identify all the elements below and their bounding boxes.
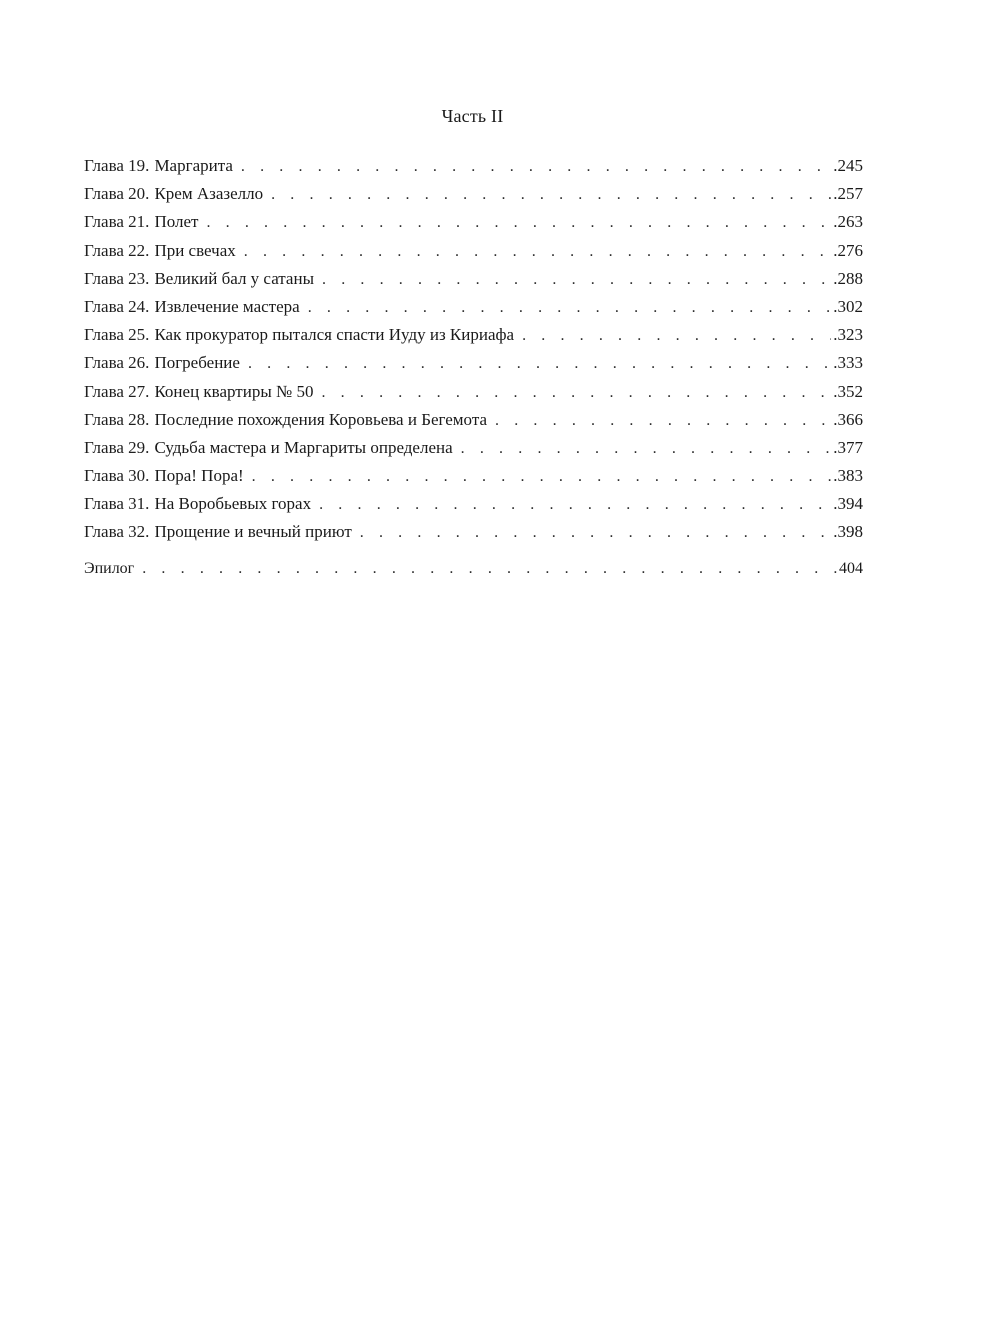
chapter-number: Глава 25. — [84, 325, 150, 345]
toc-entry — [84, 522, 863, 550]
toc-entry — [84, 466, 863, 494]
chapter-number: Глава 19. — [84, 156, 150, 175]
dot-leader — [321, 384, 831, 402]
page-number: .377 — [833, 437, 863, 457]
dot-leader — [244, 243, 831, 261]
part-title: Часть II — [441, 106, 504, 126]
toc-entry — [84, 241, 863, 269]
page-number: .288 — [833, 268, 863, 288]
chapter-number: Глава 23. — [84, 268, 150, 288]
page-number: .333 — [833, 353, 863, 373]
chapter-number: Глава 24. — [84, 296, 150, 316]
chapter-title: При свечах — [154, 240, 236, 260]
page-number: .276 — [833, 240, 863, 260]
dot-leader — [142, 560, 837, 578]
chapter-title: Конец квартиры № 50 — [154, 381, 314, 401]
chapter-title: Пора! Пора! — [154, 466, 244, 486]
chapter-number: Глава 32. — [84, 522, 150, 542]
toc-entry — [84, 325, 863, 353]
chapter-title: Крем Азазелло — [154, 184, 264, 204]
dot-leader — [241, 158, 831, 176]
dot-leader — [271, 186, 831, 204]
page-number: .383 — [833, 466, 863, 486]
dot-leader — [322, 271, 831, 289]
toc-entry — [84, 382, 863, 410]
toc-entry — [84, 438, 863, 466]
chapter-number: Глава 21. — [84, 212, 150, 232]
page-number: 404 — [839, 559, 863, 577]
chapter-title: Судьба мастера и Маргариты определена — [154, 437, 453, 457]
chapter-number: Глава 31. — [84, 494, 150, 514]
chapter-title: Прощение и вечный приют — [154, 522, 352, 542]
dot-leader — [495, 412, 831, 430]
toc-entry — [84, 156, 863, 184]
page-number: .398 — [833, 522, 863, 542]
dot-leader — [308, 299, 832, 317]
page-number: .302 — [833, 296, 863, 316]
toc-entry-epilog — [84, 560, 863, 588]
toc-entry — [84, 353, 863, 381]
chapter-title: Маргарита — [154, 156, 233, 175]
chapter-title: Великий бал у сатаны — [154, 268, 314, 288]
chapter-number: Глава 20. — [84, 184, 150, 204]
page-number: .323 — [833, 325, 863, 345]
dot-leader — [252, 468, 832, 486]
dot-leader — [522, 327, 831, 345]
page-number: .366 — [833, 409, 863, 429]
chapter-number: Глава 29. — [84, 437, 150, 457]
page-number: .257 — [833, 184, 863, 204]
toc-entry — [84, 297, 863, 325]
toc-entry — [84, 494, 863, 522]
chapter-title: Извлечение мастера — [154, 296, 300, 316]
chapter-number: Глава 30. — [84, 466, 150, 486]
chapter-number: Глава 28. — [84, 409, 150, 429]
toc-entry — [84, 410, 863, 438]
page-number: .263 — [833, 212, 863, 232]
chapter-number: Глава 22. — [84, 240, 150, 260]
chapter-title: Как прокуратор пытался спасти Иуду из Кириафа — [154, 325, 515, 345]
dot-leader — [360, 524, 831, 542]
dot-leader — [206, 214, 831, 232]
dot-leader — [248, 355, 831, 373]
page-number: .394 — [833, 494, 863, 514]
toc-entry — [84, 212, 863, 240]
chapter-title: На Воробьевых горах — [154, 494, 312, 514]
chapter-title: Полет — [154, 212, 199, 232]
chapter-number: Глава 27. — [84, 381, 150, 401]
table-of-contents — [84, 156, 863, 588]
dot-leader — [461, 440, 832, 458]
chapter-number: Глава 26. — [84, 353, 150, 373]
page-number: .352 — [833, 381, 863, 401]
page-number: .245 — [833, 156, 863, 175]
chapter-title: Погребение — [154, 353, 240, 373]
chapter-title: Последние похождения Коровьева и Бегемота — [154, 409, 488, 429]
toc-entry — [84, 269, 863, 297]
dot-leader — [319, 496, 831, 514]
toc-entry — [84, 184, 863, 212]
epilog-title: Эпилог — [84, 559, 135, 577]
